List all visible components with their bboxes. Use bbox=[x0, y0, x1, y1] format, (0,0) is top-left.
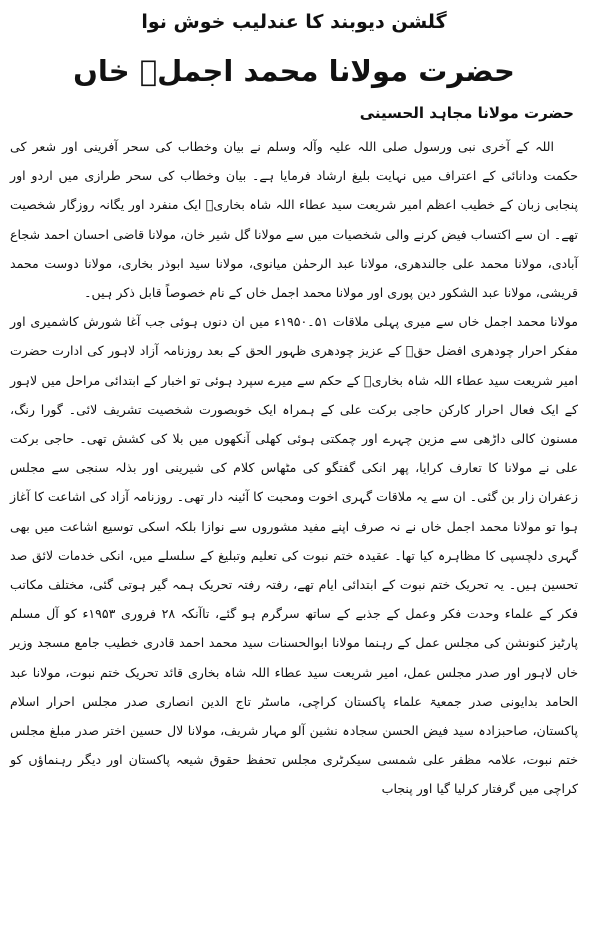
paragraph: مولانا محمد اجمل خاں سے میری پہلی ملاقات ۵۱۔۱۹۵۰ء میں ان دنوں ہوئی جب آغا شورش کاشمیری اور مفکر احرار چودھری افضل حقؒ کے عزیز چودھری ظہور الحق کے بعد روزنامہ آزاد لاہور کی ادارت حضرت امیر شریعت سید عطاء اللہ شاہ بخاریؒ کے حکم سے میرے سپرد ہوئی تو اخبار کے ابتدائی مراحل میں لاہور کے ایک فعال احرار کارکن حاجی برکت علی کے ہمراہ ایک خوبصورت شخصیت تشریف لائی۔ گورا رنگ، مسنون کالی داڑھی سے مزین چہرے اور چمکتی ہوئی کھلی آنکھوں میں بلا کی کشش تھی۔ حاجی برکت علی نے مولانا کا تعارف کرایا، پھر انکی گفتگو کی مٹھاس کلام کی شیرینی اور بذلہ سنجی سے مجلس زعفران زار بن گئی۔ ان سے یہ ملاقات گہری اخوت ومحبت کا آئینہ دار تھی۔ روزنامہ آزاد کی اشاعت کا آغاز ہوا تو مولانا محمد اجمل خاں نے نہ صرف اپنے مفید مشوروں سے نوازا بلکہ اسکی توسیع اشاعت میں بھی گہری دلچسپی کا مظاہرہ کیا تھا۔ عقیدہ ختم نبوت کی تعلیم وتبلیغ کے سلسلے میں، انکی خدمات لائق صد تحسین ہیں۔ یہ تحریک ختم نبوت کے ابتدائی ایام تھے، رفتہ رفتہ تحریک ہمہ گیر ہوتی گئی، مختلف مکاتب فکر کے علماء وحدت فکر وعمل کے جذبے کے ساتھ سرگرم ہو گئے، تاآنکہ ۲۸ فروری ۱۹۵۳ء کو آل مسلم پارٹیز کنونشن کی مجلس عمل کے رہنما مولانا ابوالحسنات سید محمد احمد قادری خطیب جامع مسجد وزیر خاں لاہور اور صدر مجلس عمل، امیر شریعت سید عطاء اللہ شاہ بخاری قائد تحریک ختم نبوت، مولانا عبد الحامد بدایونی صدر جمعیۃ علماء پاکستان کراچی، ماسٹر تاج الدین انصاری صدر مجلس احرار اسلام پاکستان، صاحبزادہ سید فیض الحسن سجادہ نشین آلو مہار شریف، مولانا لال حسین اختر صدر مبلغ مجلس ختم نبوت، علامہ مظفر علی شمسی سیکرٹری مجلس تحفظ حقوق شیعہ پاکستان اور دیگر رہنماؤں کو کراچی میں گرفتار کرلیا گیا اور پنجاب bbox=[10, 314, 579, 797]
paragraph: اللہ کے آخری نبی ورسول صلی اللہ علیہ وآلہ وسلم نے بیان وخطاب کی سحر آفرینی اور شعر کی حکمت ودانائی کے اعتراف میں نہایت بلیغ ارشاد فرمایا ہے۔ بیان وخطاب کی سحر طرازی میں اردو اور پنجابی زبان کے خطیب اعظم امیر شریعت سید عطاء اللہ شاہ بخاریؒ ایک منفرد اور یگانہ روزگار شخصیت تھے۔ ان سے اکتساب فیض کرنے والی شخصیات میں سے مولانا گل شیر خان، مولانا قاضی احسان احمد شجاع آبادی، مولانا محمد علی جالندھری، مولانا عبد الرحمٰن میانوی، مولانا سید ابوذر بخاری، مولانا دوست محمد قریشی، مولانا عبد الشکور دین پوری اور مولانا محمد اجمل خاں کے نام خصوصاً قابل ذکر ہیں۔ bbox=[10, 139, 578, 301]
series-title: گلشن دیوبند کا عندلیب خوش نوا bbox=[141, 11, 447, 33]
author-name: حضرت مولانا مجاہد الحسینی bbox=[359, 104, 574, 122]
article-title: حضرت مولانا محمد اجملؒ خاں bbox=[73, 54, 515, 88]
article-body bbox=[10, 132, 578, 804]
